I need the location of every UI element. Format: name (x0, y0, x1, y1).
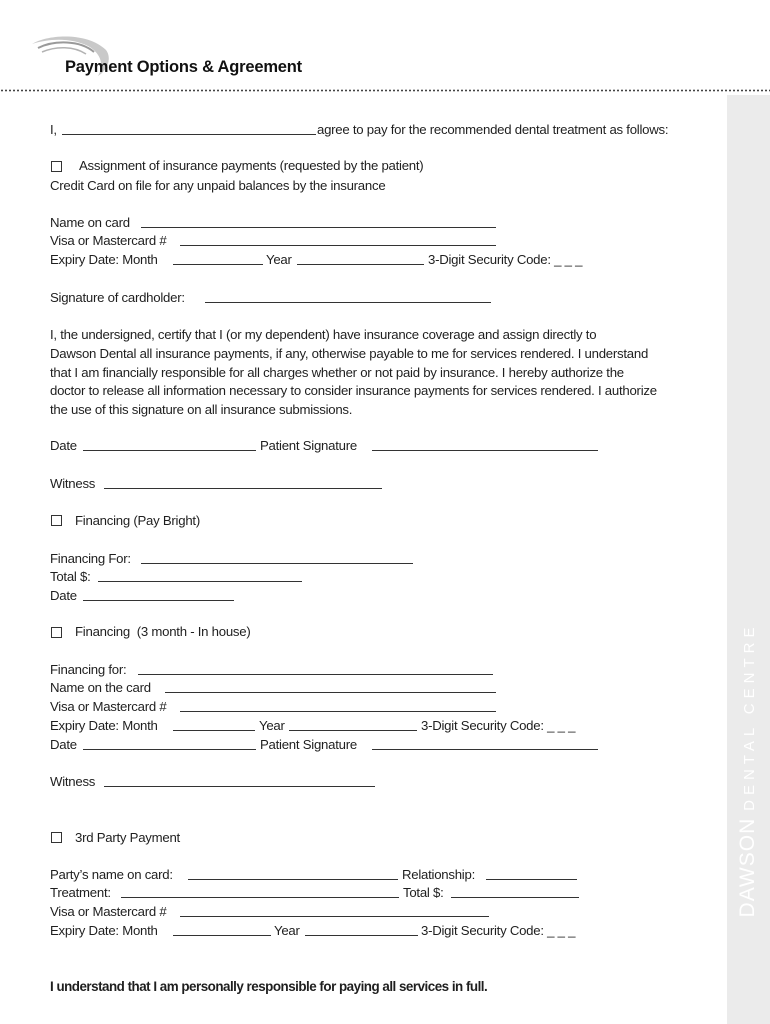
security-code-label[interactable]: 3-Digit Security Code: _ _ _ (428, 252, 583, 267)
inhouse-patient-signature-label: Patient Signature (260, 737, 357, 752)
inhouse-card-number-field[interactable] (180, 711, 496, 712)
witness-field[interactable] (104, 488, 382, 489)
third-party-checkbox[interactable] (51, 832, 62, 843)
inhouse-expiry-month-field[interactable] (173, 730, 255, 731)
header-divider (0, 89, 770, 92)
agreement-prefix: I, (50, 122, 57, 137)
inhouse-patient-signature-field[interactable] (372, 749, 598, 750)
party-name-label: Party’s name on card: (50, 867, 173, 882)
inhouse-expiry-year-field[interactable] (289, 730, 417, 731)
inhouse-witness-field[interactable] (104, 786, 375, 787)
third-party-card-number-field[interactable] (180, 916, 489, 917)
expiry-month-field[interactable] (173, 264, 263, 265)
paybright-date-label: Date (50, 588, 77, 603)
page-title: Payment Options & Agreement (65, 58, 302, 76)
footer-statement: I understand that I am personally responsible for paying all services in full. (50, 979, 488, 994)
inhouse-name-on-card-label: Name on the card (50, 680, 151, 695)
third-party-card-number-label: Visa or Mastercard # (50, 904, 167, 919)
assignment-option-label: Assignment of insurance payments (requested by the patient) (79, 158, 424, 173)
brand-name: DAWSON (736, 817, 759, 918)
total-label: Total $: (50, 569, 91, 584)
expiry-year-label: Year (266, 252, 292, 267)
name-on-card-field[interactable] (141, 227, 496, 228)
date-field[interactable] (83, 450, 256, 451)
name-on-card-label: Name on card (50, 215, 130, 230)
financing-paybright-checkbox[interactable] (51, 515, 62, 526)
cardholder-signature-field[interactable] (205, 302, 491, 303)
inhouse-expiry-month-label: Expiry Date: Month (50, 718, 158, 733)
third-party-label: 3rd Party Payment (75, 830, 180, 845)
card-number-label: Visa or Mastercard # (50, 233, 167, 248)
assignment-checkbox[interactable] (51, 161, 62, 172)
brand-text (736, 623, 760, 918)
expiry-year-field[interactable] (297, 264, 424, 265)
inhouse-card-number-label: Visa or Mastercard # (50, 699, 167, 714)
party-name-field[interactable] (188, 879, 398, 880)
inhouse-financing-for-label: Financing for: (50, 662, 127, 677)
treatment-label: Treatment: (50, 885, 111, 900)
certification-line-4: doctor to release all information necessary to consider insurance payments for services rendered. I authorize (50, 383, 657, 398)
financing-for-label: Financing For: (50, 551, 131, 566)
witness-label: Witness (50, 476, 96, 491)
total-field[interactable] (98, 581, 302, 582)
certification-line-2: Dawson Dental all insurance payments, if any, otherwise payable to me for services rendered. I understand (50, 346, 649, 361)
third-party-expiry-year-field[interactable] (305, 935, 418, 936)
inhouse-date-field[interactable] (83, 749, 256, 750)
patient-signature-field[interactable] (372, 450, 598, 451)
third-party-expiry-month-field[interactable] (173, 935, 271, 936)
certification-line-1: I, the undersigned, certify that I (or my dependent) have insurance coverage and assign directly to (50, 327, 597, 342)
third-party-expiry-year-label: Year (274, 923, 300, 938)
third-party-security-code-label[interactable]: 3-Digit Security Code: _ _ _ (421, 923, 576, 938)
inhouse-expiry-year-label: Year (259, 718, 285, 733)
inhouse-security-code-label[interactable]: 3-Digit Security Code: _ _ _ (421, 718, 576, 733)
card-number-field[interactable] (180, 245, 496, 246)
relationship-field[interactable] (486, 879, 577, 880)
paybright-date-field[interactable] (83, 600, 234, 601)
third-party-total-field[interactable] (451, 897, 579, 898)
expiry-month-label: Expiry Date: Month (50, 252, 158, 267)
relationship-label: Relationship: (402, 867, 475, 882)
inhouse-date-label: Date (50, 737, 77, 752)
patient-signature-label: Patient Signature (260, 438, 357, 453)
financing-inhouse-label: Financing (3 month - In house) (75, 624, 251, 639)
cardholder-signature-label: Signature of cardholder: (50, 290, 185, 305)
certification-line-5: the use of this signature on all insurance submissions. (50, 402, 353, 417)
treatment-field[interactable] (121, 897, 399, 898)
assignment-subtitle: Credit Card on file for any unpaid balances by the insurance (50, 178, 386, 193)
financing-for-field[interactable] (141, 563, 413, 564)
financing-inhouse-checkbox[interactable] (51, 627, 62, 638)
brand-tagline: DENTAL CENTRE (741, 622, 758, 811)
inhouse-witness-label: Witness (50, 774, 96, 789)
inhouse-name-on-card-field[interactable] (165, 692, 496, 693)
inhouse-financing-for-field[interactable] (138, 674, 493, 675)
third-party-expiry-month-label: Expiry Date: Month (50, 923, 158, 938)
agreement-suffix: agree to pay for the recommended dental treatment as follows: (317, 122, 669, 137)
agreement-name-field[interactable] (62, 134, 316, 135)
certification-line-3: that I am financially responsible for all charges whether or not paid by insurance. I hereby authorize the (50, 365, 624, 380)
financing-paybright-label: Financing (Pay Bright) (75, 513, 200, 528)
third-party-total-label: Total $: (403, 885, 444, 900)
date-label: Date (50, 438, 77, 453)
